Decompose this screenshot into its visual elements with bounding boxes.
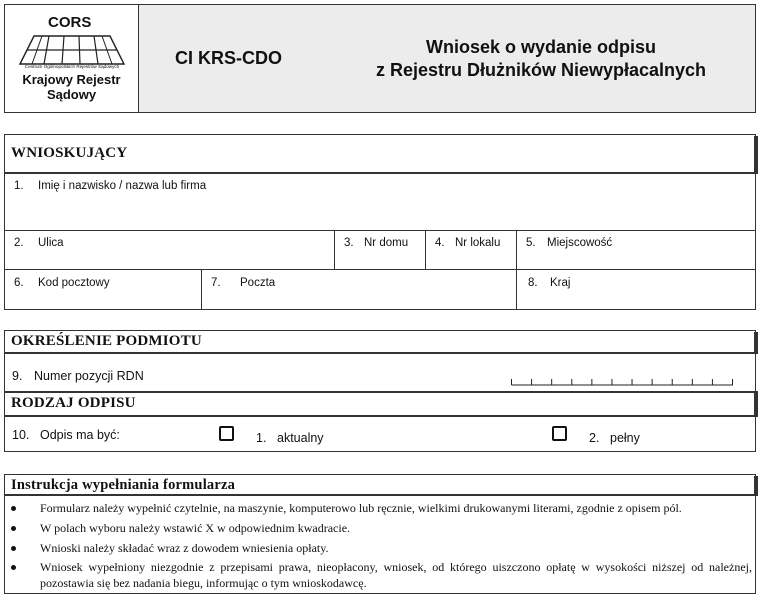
option-full-label (589, 431, 640, 445)
field-label: Nr lokalu (455, 237, 501, 249)
field-label: Poczta (240, 277, 276, 289)
field-label: Ulica (38, 237, 64, 249)
logo-subtext: Centrum Ogólnopolskich Rejestrów Sądowych (24, 64, 120, 69)
field-num: 6. (14, 277, 24, 289)
field-label: Imię i nazwisko / nazwa lub firma (38, 180, 207, 192)
field-num: 3. (344, 237, 354, 249)
field-label: Nr domu (364, 237, 409, 249)
field-label: Numer pozycji RDN (34, 369, 144, 383)
subject-title: OKREŚLENIE PODMIOTU (11, 333, 202, 349)
checkbox-current[interactable] (219, 426, 234, 441)
field-label: Kod pocztowy (38, 277, 110, 289)
institution-line1: Krajowy Rejestr (22, 72, 121, 87)
instructions-title: Instrukcja wypełniania formularza (11, 477, 236, 493)
field-city[interactable] (526, 237, 612, 249)
instruction-item: Wniosek wypełniony niezgodnie z przepisami prawa, nieopłacony, wniosek, od którego uiszczono opłatę w wysokości niższej od należnej, pozostawia się bez nadania biegu, informując o tym wnioskodawcę. (40, 560, 752, 590)
option-num: 1. (256, 431, 267, 445)
field-num: 9. (12, 369, 23, 383)
field-num: 8. (528, 277, 538, 289)
rdn-number-comb[interactable] (511, 376, 735, 386)
form-code: CI KRS-CDO (175, 48, 282, 68)
field-copy-type (12, 428, 120, 442)
field-num: 2. (14, 237, 24, 249)
copy-type-title: RODZAJ ODPISU (11, 395, 136, 411)
field-street[interactable] (14, 237, 64, 249)
form-title-line1: Wniosek o wydanie odpisu (425, 37, 657, 57)
field-house-number[interactable] (344, 237, 408, 249)
logo-text: CORS (48, 14, 92, 31)
form-title (300, 36, 760, 82)
instruction-item: Formularz należy wypełnić czytelnie, na maszynie, komputerowo lub ręcznie, wielkimi drukowanymi literami, zgodnie z opisem pól. (40, 501, 682, 515)
instruction-item: W polach wyboru należy wstawić X w odpowiednim kwadracie. (40, 521, 351, 535)
field-num: 4. (435, 237, 445, 249)
bullet-icon (11, 506, 16, 511)
field-post-office[interactable] (211, 277, 275, 289)
instruction-item: Wnioski należy składać wraz z dowodem wniesienia opłaty. (40, 541, 329, 555)
field-num: 7. (211, 277, 221, 289)
field-postal-code[interactable] (14, 277, 110, 289)
bullet-icon (11, 526, 16, 531)
field-num: 10. (12, 428, 30, 442)
cors-logo (12, 10, 132, 70)
bullet-icon (11, 565, 16, 570)
option-num: 2. (589, 431, 600, 445)
field-num: 5. (526, 237, 536, 249)
institution-name (4, 72, 139, 102)
field-label: Miejscowość (547, 237, 613, 249)
bullet-icon (11, 546, 16, 551)
field-rdn-number[interactable] (12, 369, 144, 383)
applicant-title: WNIOSKUJĄCY (11, 145, 128, 161)
institution-line2: Sądowy (46, 87, 97, 102)
option-label: aktualny (277, 431, 324, 445)
field-label: Kraj (550, 277, 571, 289)
option-current-label (256, 431, 324, 445)
checkbox-full[interactable] (552, 426, 567, 441)
field-country[interactable] (528, 277, 570, 289)
form-title-line2: z Rejestru Dłużników Niewypłacalnych (375, 60, 707, 80)
field-apartment-number[interactable] (435, 237, 500, 249)
field-label: Odpis ma być: (40, 428, 120, 442)
option-label: pełny (610, 431, 640, 445)
field-num: 1. (14, 180, 24, 192)
field-name[interactable] (14, 180, 206, 192)
